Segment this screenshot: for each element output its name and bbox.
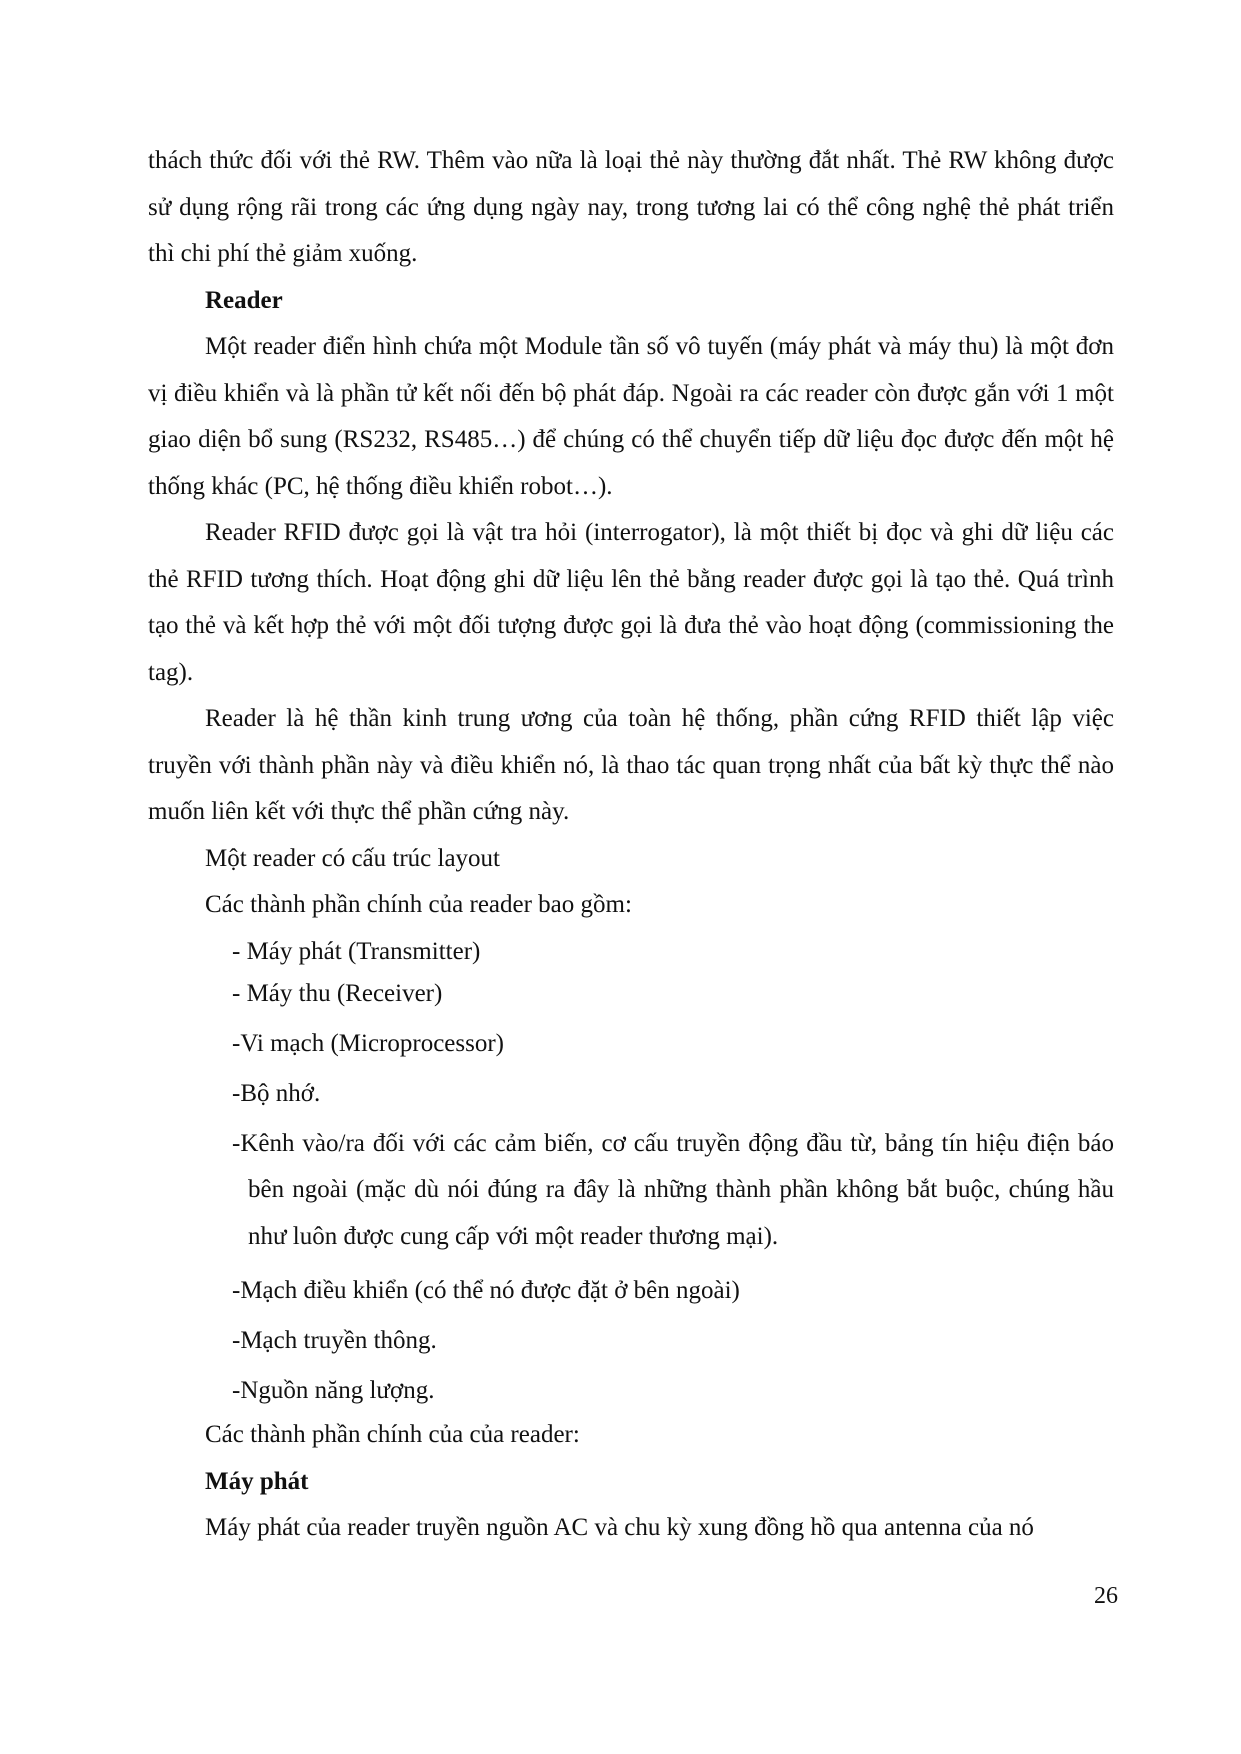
list-item: -Nguồn năng lượng. [232,1377,435,1404]
heading-reader: Reader [205,286,283,314]
list-item: -Kênh vào/ra đối với các cảm biến, cơ cấu truyền động đầu từ, bảng tín hiệu điện báo bên ngoài (mặc dù nói đúng ra đây là những thành phần không bắt buộc, chúng hầu như luôn được cung cấp với một reader thương mại). [232,1129,1114,1250]
list-item: - Máy thu (Receiver) [232,979,443,1007]
component-list [148,929,1114,1413]
paragraph-components-intro: Các thành phần chính của reader bao gồm: [205,891,632,918]
page-number: 26 [1094,1583,1118,1609]
page-content [148,138,1114,1552]
list-item: -Bộ nhớ. [232,1079,321,1107]
list-item: -Vi mạch (Microprocessor) [232,1029,505,1057]
paragraph-reader-nervous-system: Reader là hệ thần kinh trung ương của toàn hệ thống, phần cứng RFID thiết lập việc truyền với thành phần này và điều khiển nó, là thao tác quan trọng nhất của bất kỳ thực thể nào muốn liên kết với thực thể phần cứng này. [148,705,1114,825]
list-item: -Mạch truyền thông. [232,1327,437,1354]
list-item: - Máy phát (Transmitter) [232,937,481,965]
paragraph-components-of-reader: Các thành phần chính của của reader: [205,1421,580,1448]
paragraph-transmitter: Máy phát của reader truyền nguồn AC và chu kỳ xung đồng hồ qua antenna của nó [205,1514,1034,1541]
paragraph-reader-layout: Một reader có cấu trúc layout [205,844,501,872]
paragraph-reader-module: Một reader điển hình chứa một Module tần số vô tuyến (máy phát và máy thu) là một đơn vị điều khiển và là phần tử kết nối đến bộ phát đáp. Ngoài ra các reader còn được gắn với 1 một giao diện bổ sung (RS232, RS485…) để chúng có thể chuyển tiếp dữ liệu đọc được đến một hệ thống khác (PC, hệ thống điều khiển robot…). [148,333,1114,500]
heading-transmitter: Máy phát [205,1467,309,1495]
paragraph-rw-tag: thách thức đối với thẻ RW. Thêm vào nữa là loại thẻ này thường đắt nhất. Thẻ RW không được sử dụng rộng rãi trong các ứng dụng ngày nay, trong tương lai có thể công nghệ thẻ phát triển thì chi phí thẻ giảm xuống. [148,147,1114,267]
paragraph-reader-interrogator: Reader RFID được gọi là vật tra hỏi (interrogator), là một thiết bị đọc và ghi dữ liệu các thẻ RFID tương thích. Hoạt động ghi dữ liệu lên thẻ bằng reader được gọi là tạo thẻ. Quá trình tạo thẻ và kết hợp thẻ với một đối tượng được gọi là đưa thẻ vào hoạt động (commissioning the tag). [148,519,1114,686]
list-item: -Mạch điều khiển (có thể nó được đặt ở bên ngoài) [232,1277,740,1304]
